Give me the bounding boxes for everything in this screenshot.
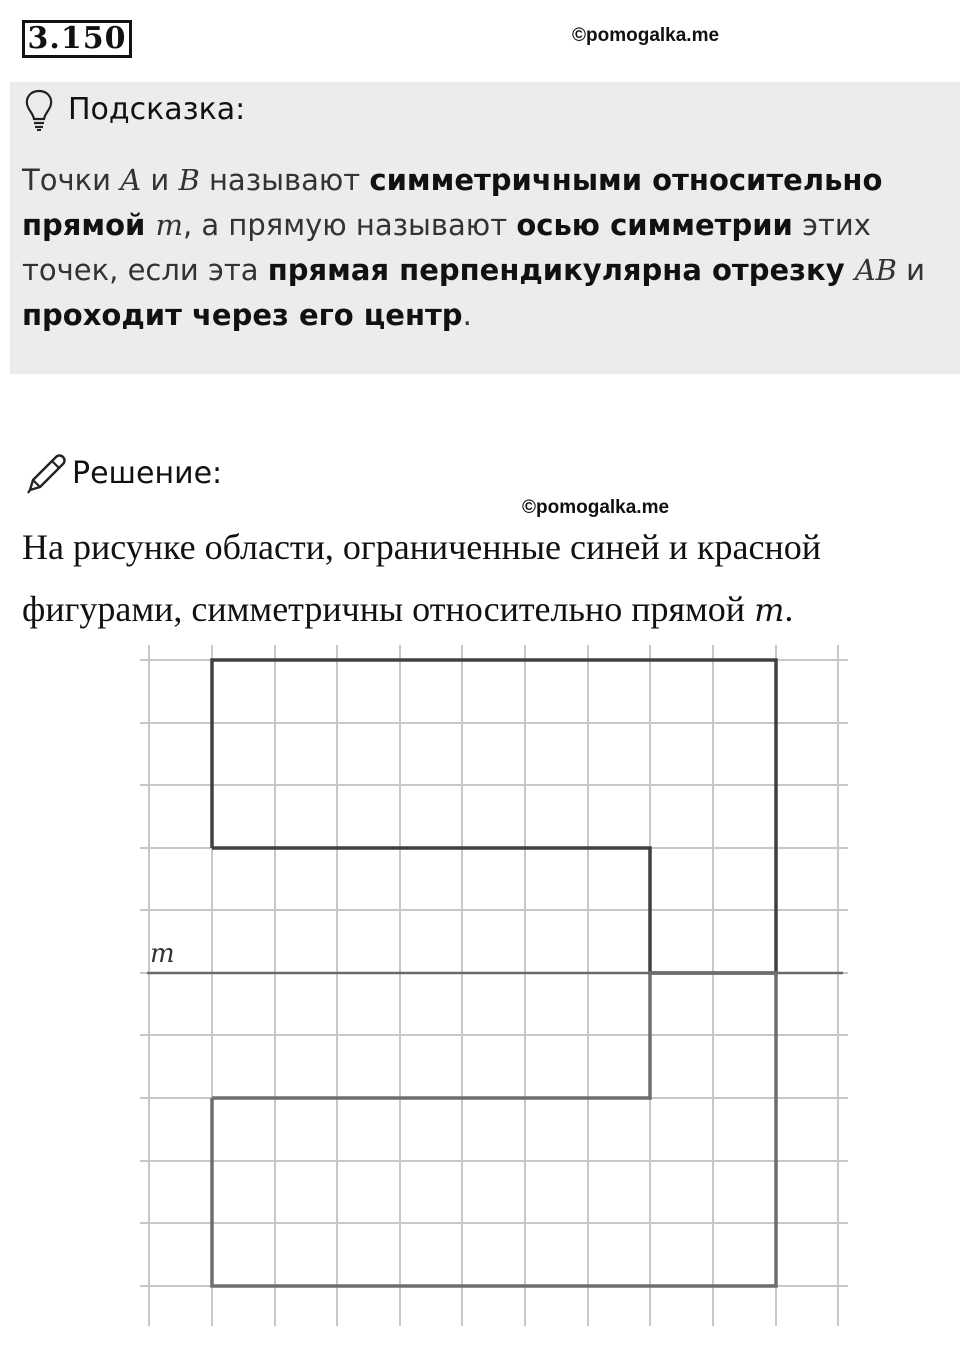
watermark: ©pomogalka.me: [522, 497, 670, 518]
lower-outline: [212, 973, 776, 1286]
grid: [140, 645, 848, 1326]
solution-title: Решение:: [72, 456, 223, 491]
hint-segment: называют: [199, 163, 370, 197]
hint-title: Подсказка:: [68, 92, 246, 127]
solution-variable: m: [754, 591, 785, 629]
hint-segment: проходит через его центр: [22, 298, 463, 332]
axis-label: m: [150, 939, 175, 969]
hint-segment: прямая перпендикулярна отрезку: [267, 253, 855, 287]
watermark: ©pomogalka.me: [572, 25, 720, 46]
hint-segment: этих точек, если эта: [22, 208, 871, 287]
task-number: 3.150: [22, 20, 132, 58]
hint-segment: и: [896, 253, 926, 287]
upper-outline: [212, 660, 776, 973]
hint-segment: Точки: [22, 163, 121, 197]
hint-segment: симметричными относительно прямой: [22, 163, 883, 242]
hint-variable: A: [120, 163, 142, 197]
hint-segment: .: [462, 298, 472, 332]
hint-segment: осью симметрии: [516, 208, 793, 242]
solution-text-end: .: [784, 589, 794, 629]
hint-variable: m: [155, 208, 183, 242]
hint-segment: и: [141, 163, 179, 197]
solution-text-main: На рисунке области, ограниченные синей и красной фигурами, симметричны относительно прямой: [22, 527, 821, 629]
hint-segment: , а прямую называют: [182, 208, 517, 242]
hint-variable: B: [178, 163, 200, 197]
hint-variable: AB: [854, 253, 897, 287]
